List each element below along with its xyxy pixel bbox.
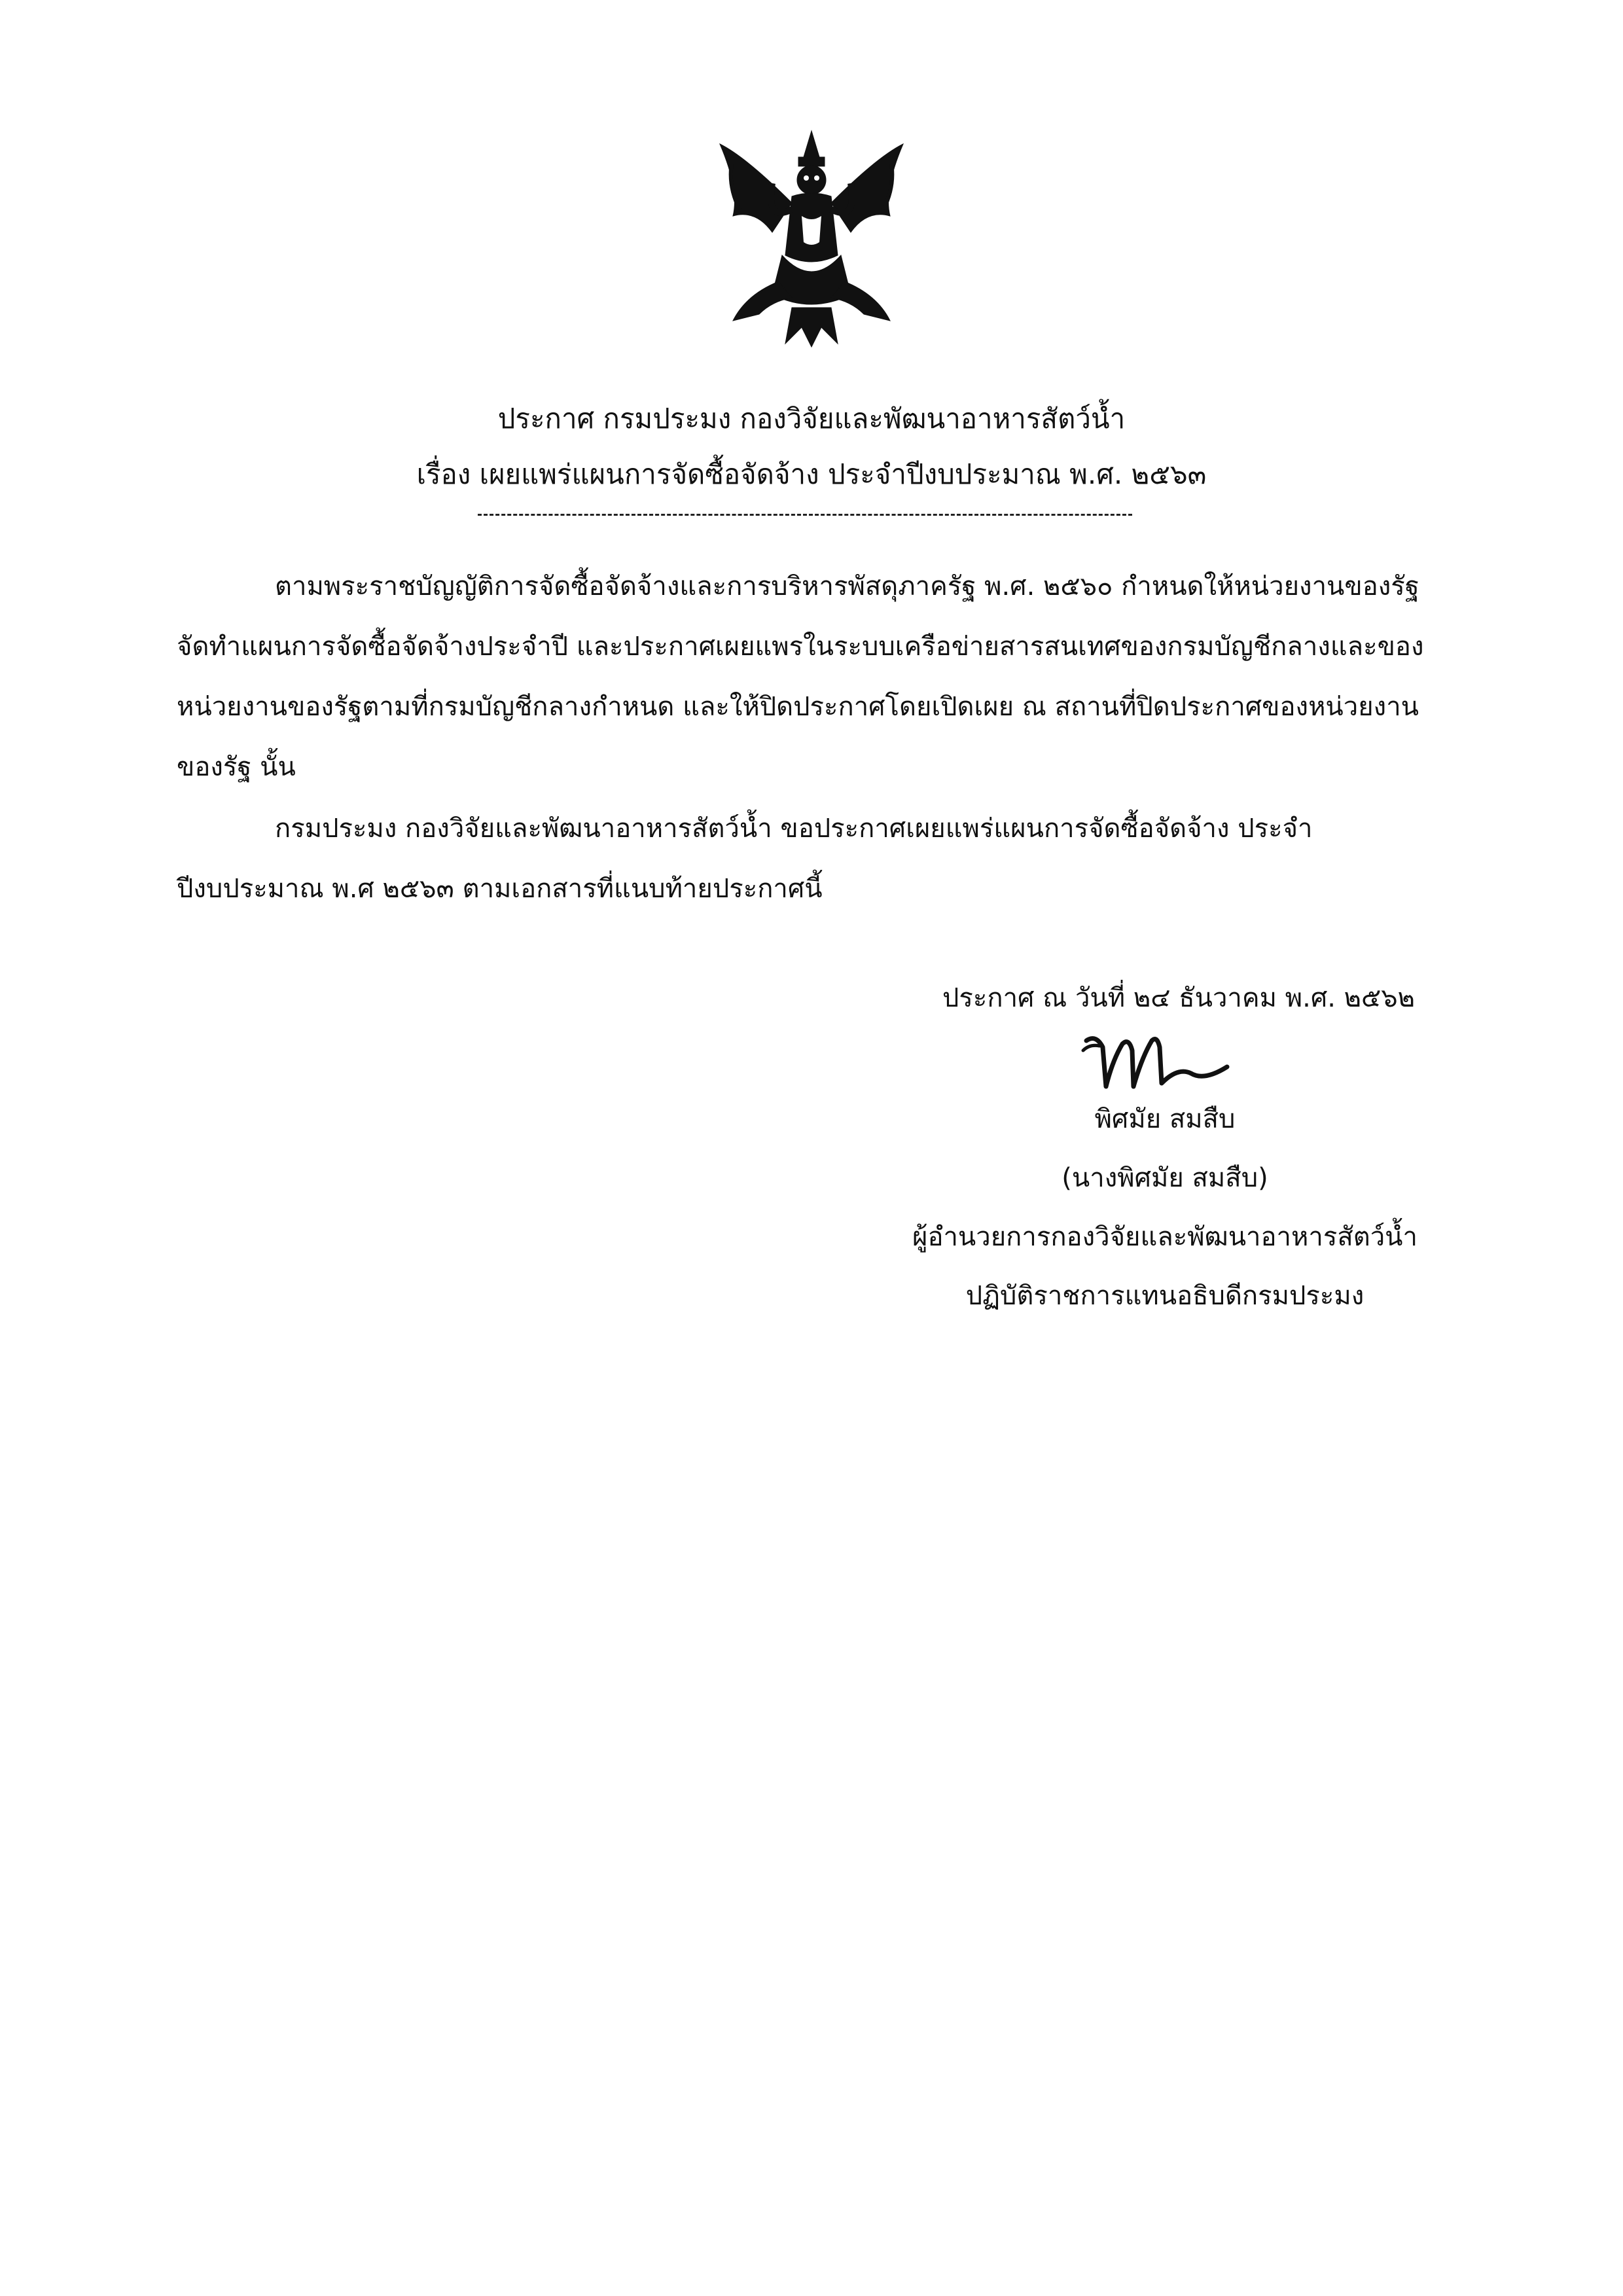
paragraph-2-line-1: กรมประมง กองวิจัยและพัฒนาอาหารสัตว์น้ำ ขอประกาศเผยแพร่แผนการจัดซื้อจัดจ้าง ประจำ bbox=[275, 814, 1313, 844]
announcement-subject: เรื่อง เผยแพร่แผนการจัดซื้อจัดจ้าง ประจำปีงบประมาณ พ.ศ. ๒๕๖๓ bbox=[416, 458, 1207, 490]
paragraph-1-line-3: หน่วยงานของรัฐตามที่กรมบัญชีกลางกำหนด และให้ปิดประกาศโดยเปิดเผย ณ สถานที่ปิดประกาศของหน่วยงาน bbox=[177, 692, 1419, 722]
paragraph-1-line-1: ตามพระราชบัญญัติการจัดซื้อจัดจ้างและการบริหารพัสดุภาครัฐ พ.ศ. ๒๕๖๐ กำหนดให้หน่วยงานของรัฐ bbox=[275, 571, 1419, 601]
paragraph-2-line-2: ปีงบประมาณ พ.ศ ๒๕๖๓ ตามเอกสารที่แนบท้ายประกาศนี้ bbox=[177, 874, 823, 904]
signer-position: ผู้อำนวยการกองวิจัยและพัฒนาอาหารสัตว์น้ำ bbox=[912, 1222, 1418, 1252]
announcement-title: ประกาศ กรมประมง กองวิจัยและพัฒนาอาหารสัตว์น้ำ bbox=[497, 403, 1126, 435]
signer-acting-position: ปฏิบัติราชการแทนอธิบดีกรมประมง bbox=[965, 1281, 1364, 1311]
handwritten-signature-icon bbox=[1073, 1021, 1243, 1100]
paragraph-1-line-4: ของรัฐ นั้น bbox=[177, 752, 296, 782]
header-divider bbox=[478, 514, 1132, 516]
signer-name: พิศมัย สมสืบ bbox=[1094, 1104, 1236, 1134]
announcement-date: ประกาศ ณ วันที่ ๒๔ ธันวาคม พ.ศ. ๒๕๖๒ bbox=[942, 983, 1416, 1013]
garuda-emblem-icon bbox=[694, 118, 929, 353]
signer-full-name: (นางพิศมัย สมสืบ) bbox=[1061, 1163, 1268, 1193]
paragraph-1-line-2: จัดทำแผนการจัดซื้อจัดจ้างประจำปี และประกาศเผยแพรในระบบเครือข่ายสารสนเทศของกรมบัญชีกลางและของ bbox=[177, 632, 1424, 662]
